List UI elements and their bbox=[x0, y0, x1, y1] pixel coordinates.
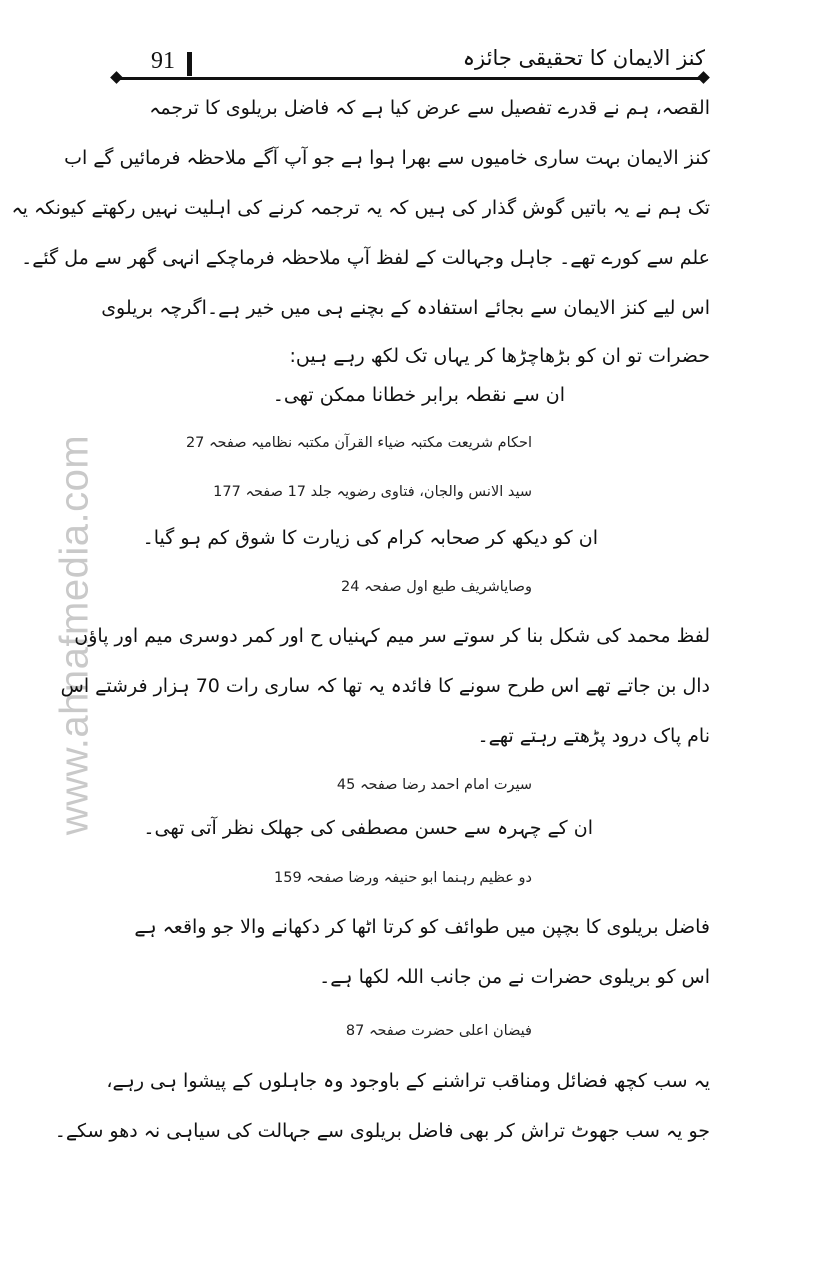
rule-end-diamond-left bbox=[110, 71, 123, 84]
paragraph-2-line-3: نام پاک درود پڑھتے رہتے تھے۔ bbox=[477, 725, 710, 747]
page-number: 91 bbox=[151, 48, 175, 74]
paragraph-4-line-1: یہ سب کچھ فضائل ومناقب تراشنے کے باوجود وہ جاہلوں کے پیشوا ہی رہے، bbox=[106, 1070, 710, 1092]
paragraph-1-line-4: علم سے کورے تھے۔ جاہل وجہالت کے لفظ آپ ملاحظہ فرماچکے انہی گھر سے مل گئے۔ bbox=[21, 247, 710, 269]
paragraph-2-line-2: دال بن جاتے تھے اس طرح سونے کا فائدہ یہ تھا کہ ساری رات 70 ہزار فرشتے اس bbox=[60, 675, 710, 697]
quote-2: ان کو دیکھ کر صحابہ کرام کی زیارت کا شوق کم ہو گیا۔ bbox=[142, 527, 598, 549]
quote-1: ان سے نقطہ برابر خطانا ممکن تھی۔ bbox=[272, 384, 565, 406]
paragraph-2-line-1: لفظ محمد کی شکل بنا کر سوتے سر میم کہنیاں ح اور کمر دوسری میم اور پاؤں bbox=[74, 625, 710, 647]
paragraph-1-line-3: تک ہم نے یہ باتیں گوش گذار کی ہیں کہ یہ ترجمہ کرنے کی اہلیت نہیں رکھتے کیونکہ یہ bbox=[11, 197, 710, 219]
reference-2: سید الانس والجان، فتاوی رضویہ جلد 17 صفحہ 177 bbox=[213, 484, 532, 500]
reference-4: سیرت امام احمد رضا صفحہ 45 bbox=[336, 777, 532, 793]
paragraph-1-line-1: القصہ، ہم نے قدرے تفصیل سے عرض کیا ہے کہ فاضل بریلوی کا ترجمہ bbox=[149, 97, 710, 119]
header-rule bbox=[115, 77, 705, 80]
reference-5: دو عظیم رہنما ابو حنیفہ ورضا صفحہ 159 bbox=[274, 870, 532, 886]
page-header bbox=[115, 44, 705, 84]
paragraph-1-line-5: اس لیے کنز الایمان سے بجائے استفادہ کے بچنے ہی میں خیر ہے۔اگرچہ بریلوی bbox=[101, 297, 710, 319]
watermark-text: www.ahnafmedia.com bbox=[52, 434, 97, 836]
paragraph-1-line-6: حضرات تو ان کو بڑھاچڑھا کر یہاں تک لکھ رہے ہیں: bbox=[289, 345, 710, 367]
page-number-divider bbox=[187, 52, 192, 76]
paragraph-1-line-2: کنز الایمان بہت ساری خامیوں سے بھرا ہوا ہے جو آپ آگے ملاحظہ فرمائیں گے اب bbox=[64, 147, 710, 169]
reference-3: وصایاشریف طبع اول صفحہ 24 bbox=[341, 579, 532, 595]
book-title: کنز الایمان کا تحقیقی جائزہ bbox=[462, 46, 705, 70]
quote-3: ان کے چہرہ سے حسن مصطفی کی جھلک نظر آتی تھی۔ bbox=[143, 817, 593, 839]
rule-end-diamond-right bbox=[697, 71, 710, 84]
reference-1: احکام شریعت مکتبہ ضیاء القرآن مکتبہ نظامیہ صفحہ 27 bbox=[185, 435, 532, 451]
paragraph-4-line-2: جو یہ سب جھوٹ تراش کر بھی فاضل بریلوی سے جہالت کی سیاہی نہ دھو سکے۔ bbox=[54, 1120, 710, 1142]
paragraph-3-line-1: فاضل بریلوی کا بچپن میں طوائف کو کرتا اٹھا کر دکھانے والا جو واقعہ ہے bbox=[134, 916, 710, 938]
paragraph-3-line-2: اس کو بریلوی حضرات نے من جانب اللہ لکھا ہے۔ bbox=[319, 966, 710, 988]
reference-6: فیضان اعلی حضرت صفحہ 87 bbox=[345, 1023, 532, 1039]
